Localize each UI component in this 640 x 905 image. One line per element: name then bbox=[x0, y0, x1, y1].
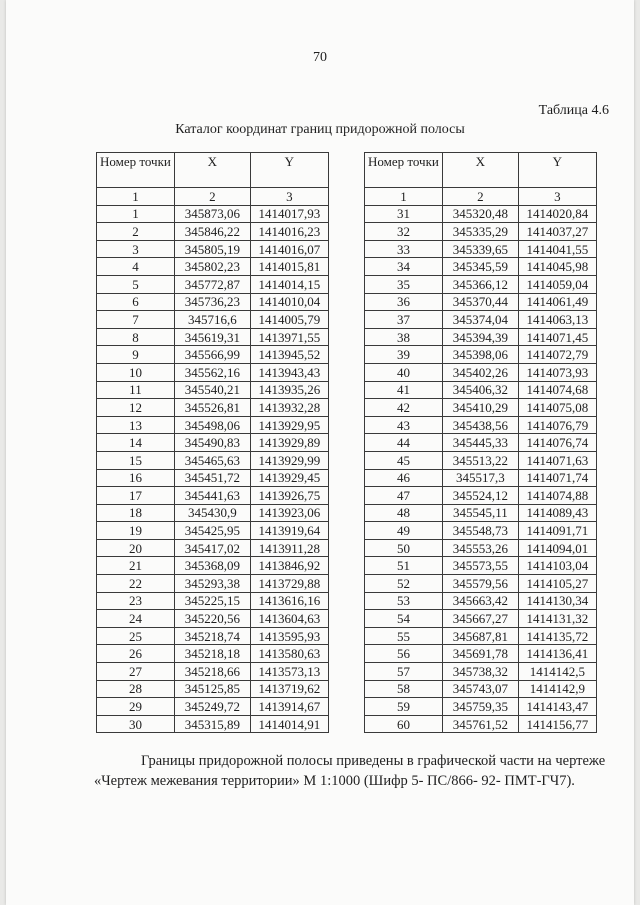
x-coordinate-cell: 345619,31 bbox=[174, 328, 250, 346]
y-coordinate-cell: 1413943,43 bbox=[250, 363, 328, 381]
table-row bbox=[97, 645, 329, 663]
table-header-row bbox=[365, 153, 597, 188]
table-row bbox=[365, 575, 597, 593]
x-coordinate-cell: 345370,44 bbox=[442, 293, 518, 311]
table-row bbox=[97, 575, 329, 593]
x-coordinate-cell: 345736,23 bbox=[174, 293, 250, 311]
table-label: Таблица 4.6 bbox=[538, 103, 609, 118]
table-row bbox=[97, 223, 329, 241]
table-row bbox=[97, 363, 329, 381]
point-number-cell: 29 bbox=[97, 698, 175, 716]
point-number-cell: 49 bbox=[365, 522, 443, 540]
y-coordinate-cell: 1413945,52 bbox=[250, 346, 328, 364]
table-row bbox=[97, 311, 329, 329]
point-number-cell: 32 bbox=[365, 223, 443, 241]
table-row bbox=[97, 592, 329, 610]
point-number-cell: 10 bbox=[97, 363, 175, 381]
table-row bbox=[365, 645, 597, 663]
left-table-body bbox=[97, 205, 329, 733]
y-coordinate-cell: 1414072,79 bbox=[518, 346, 596, 364]
point-number-cell: 7 bbox=[97, 311, 175, 329]
column-number: 3 bbox=[518, 188, 596, 206]
x-coordinate-cell: 345498,06 bbox=[174, 416, 250, 434]
point-number-cell: 34 bbox=[365, 258, 443, 276]
x-coordinate-cell: 345517,3 bbox=[442, 469, 518, 487]
y-coordinate-cell: 1413604,63 bbox=[250, 610, 328, 628]
y-coordinate-cell: 1414142,9 bbox=[518, 680, 596, 698]
point-number-cell: 36 bbox=[365, 293, 443, 311]
table-row bbox=[97, 469, 329, 487]
x-coordinate-cell: 345366,12 bbox=[442, 275, 518, 293]
column-number-row bbox=[97, 188, 329, 206]
table-row bbox=[97, 610, 329, 628]
column-number: 1 bbox=[365, 188, 443, 206]
y-coordinate-cell: 1414073,93 bbox=[518, 363, 596, 381]
table-row bbox=[365, 258, 597, 276]
y-coordinate-cell: 1413923,06 bbox=[250, 504, 328, 522]
table-row bbox=[365, 715, 597, 733]
x-coordinate-cell: 345368,09 bbox=[174, 557, 250, 575]
table-row bbox=[97, 346, 329, 364]
point-number-cell: 8 bbox=[97, 328, 175, 346]
table-row bbox=[97, 504, 329, 522]
header-point-number: Номер точки bbox=[97, 153, 175, 188]
table-row bbox=[365, 293, 597, 311]
column-number: 1 bbox=[97, 188, 175, 206]
point-number-cell: 25 bbox=[97, 627, 175, 645]
x-coordinate-cell: 345573,55 bbox=[442, 557, 518, 575]
x-coordinate-cell: 345548,73 bbox=[442, 522, 518, 540]
x-coordinate-cell: 345249,72 bbox=[174, 698, 250, 716]
x-coordinate-cell: 345374,04 bbox=[442, 311, 518, 329]
header-y: Y bbox=[250, 153, 328, 188]
table-row bbox=[97, 627, 329, 645]
point-number-cell: 14 bbox=[97, 434, 175, 452]
point-number-cell: 30 bbox=[97, 715, 175, 733]
y-coordinate-cell: 1414130,34 bbox=[518, 592, 596, 610]
column-number-row bbox=[365, 188, 597, 206]
table-row bbox=[365, 399, 597, 417]
table-row bbox=[365, 539, 597, 557]
table-row bbox=[365, 698, 597, 716]
table-row bbox=[97, 698, 329, 716]
column-number: 2 bbox=[442, 188, 518, 206]
table-row bbox=[365, 328, 597, 346]
y-coordinate-cell: 1414041,55 bbox=[518, 240, 596, 258]
point-number-cell: 54 bbox=[365, 610, 443, 628]
point-number-cell: 20 bbox=[97, 539, 175, 557]
table-row bbox=[97, 399, 329, 417]
table-row bbox=[97, 205, 329, 223]
x-coordinate-cell: 345218,18 bbox=[174, 645, 250, 663]
point-number-cell: 11 bbox=[97, 381, 175, 399]
y-coordinate-cell: 1414091,71 bbox=[518, 522, 596, 540]
x-coordinate-cell: 345802,23 bbox=[174, 258, 250, 276]
y-coordinate-cell: 1414131,32 bbox=[518, 610, 596, 628]
table-row bbox=[365, 522, 597, 540]
point-number-cell: 41 bbox=[365, 381, 443, 399]
x-coordinate-cell: 345846,22 bbox=[174, 223, 250, 241]
point-number-cell: 35 bbox=[365, 275, 443, 293]
table-row bbox=[365, 434, 597, 452]
point-number-cell: 15 bbox=[97, 451, 175, 469]
point-number-cell: 4 bbox=[97, 258, 175, 276]
x-coordinate-cell: 345524,12 bbox=[442, 487, 518, 505]
point-number-cell: 19 bbox=[97, 522, 175, 540]
x-coordinate-cell: 345320,48 bbox=[442, 205, 518, 223]
point-number-cell: 1 bbox=[97, 205, 175, 223]
y-coordinate-cell: 1414074,88 bbox=[518, 487, 596, 505]
x-coordinate-cell: 345218,66 bbox=[174, 663, 250, 681]
point-number-cell: 5 bbox=[97, 275, 175, 293]
y-coordinate-cell: 1414074,68 bbox=[518, 381, 596, 399]
table-row bbox=[365, 311, 597, 329]
x-coordinate-cell: 345125,85 bbox=[174, 680, 250, 698]
x-coordinate-cell: 345761,52 bbox=[442, 715, 518, 733]
x-coordinate-cell: 345441,63 bbox=[174, 487, 250, 505]
point-number-cell: 16 bbox=[97, 469, 175, 487]
point-number-cell: 27 bbox=[97, 663, 175, 681]
point-number-cell: 53 bbox=[365, 592, 443, 610]
x-coordinate-cell: 345394,39 bbox=[442, 328, 518, 346]
point-number-cell: 60 bbox=[365, 715, 443, 733]
y-coordinate-cell: 1413729,88 bbox=[250, 575, 328, 593]
table-row bbox=[97, 557, 329, 575]
point-number-cell: 6 bbox=[97, 293, 175, 311]
table-row bbox=[365, 381, 597, 399]
table-row bbox=[365, 205, 597, 223]
point-number-cell: 28 bbox=[97, 680, 175, 698]
table-row bbox=[97, 539, 329, 557]
x-coordinate-cell: 345759,35 bbox=[442, 698, 518, 716]
table-row bbox=[365, 346, 597, 364]
y-coordinate-cell: 1414014,91 bbox=[250, 715, 328, 733]
y-coordinate-cell: 1413929,45 bbox=[250, 469, 328, 487]
point-number-cell: 52 bbox=[365, 575, 443, 593]
point-number-cell: 50 bbox=[365, 539, 443, 557]
point-number-cell: 22 bbox=[97, 575, 175, 593]
y-coordinate-cell: 1414143,47 bbox=[518, 698, 596, 716]
point-number-cell: 9 bbox=[97, 346, 175, 364]
table-row bbox=[365, 469, 597, 487]
x-coordinate-cell: 345335,29 bbox=[442, 223, 518, 241]
x-coordinate-cell: 345315,89 bbox=[174, 715, 250, 733]
x-coordinate-cell: 345345,59 bbox=[442, 258, 518, 276]
footer-note bbox=[94, 751, 610, 791]
point-number-cell: 40 bbox=[365, 363, 443, 381]
document-page bbox=[6, 0, 634, 905]
y-coordinate-cell: 1414020,84 bbox=[518, 205, 596, 223]
y-coordinate-cell: 1413929,99 bbox=[250, 451, 328, 469]
y-coordinate-cell: 1414135,72 bbox=[518, 627, 596, 645]
table-header-row bbox=[97, 153, 329, 188]
table-row bbox=[365, 557, 597, 575]
point-number-cell: 57 bbox=[365, 663, 443, 681]
y-coordinate-cell: 1414016,23 bbox=[250, 223, 328, 241]
y-coordinate-cell: 1413595,93 bbox=[250, 627, 328, 645]
x-coordinate-cell: 345566,99 bbox=[174, 346, 250, 364]
point-number-cell: 17 bbox=[97, 487, 175, 505]
x-coordinate-cell: 345553,26 bbox=[442, 539, 518, 557]
table-row bbox=[365, 416, 597, 434]
table-row bbox=[365, 592, 597, 610]
y-coordinate-cell: 1413616,16 bbox=[250, 592, 328, 610]
table-row bbox=[97, 434, 329, 452]
x-coordinate-cell: 345805,19 bbox=[174, 240, 250, 258]
y-coordinate-cell: 1414105,27 bbox=[518, 575, 596, 593]
table-row bbox=[97, 451, 329, 469]
x-coordinate-cell: 345425,95 bbox=[174, 522, 250, 540]
point-number-cell: 56 bbox=[365, 645, 443, 663]
y-coordinate-cell: 1414076,74 bbox=[518, 434, 596, 452]
x-coordinate-cell: 345293,38 bbox=[174, 575, 250, 593]
table-row bbox=[365, 363, 597, 381]
x-coordinate-cell: 345545,11 bbox=[442, 504, 518, 522]
table-row bbox=[97, 663, 329, 681]
y-coordinate-cell: 1413911,28 bbox=[250, 539, 328, 557]
y-coordinate-cell: 1413929,95 bbox=[250, 416, 328, 434]
point-number-cell: 26 bbox=[97, 645, 175, 663]
x-coordinate-cell: 345218,74 bbox=[174, 627, 250, 645]
x-coordinate-cell: 345562,16 bbox=[174, 363, 250, 381]
y-coordinate-cell: 1414015,81 bbox=[250, 258, 328, 276]
table-row bbox=[97, 416, 329, 434]
point-number-cell: 43 bbox=[365, 416, 443, 434]
x-coordinate-cell: 345738,32 bbox=[442, 663, 518, 681]
y-coordinate-cell: 1414061,49 bbox=[518, 293, 596, 311]
table-row bbox=[97, 487, 329, 505]
point-number-cell: 39 bbox=[365, 346, 443, 364]
x-coordinate-cell: 345663,42 bbox=[442, 592, 518, 610]
x-coordinate-cell: 345873,06 bbox=[174, 205, 250, 223]
x-coordinate-cell: 345220,56 bbox=[174, 610, 250, 628]
point-number-cell: 33 bbox=[365, 240, 443, 258]
x-coordinate-cell: 345667,27 bbox=[442, 610, 518, 628]
footer-line-1: Границы придорожной полосы приведены в графической части на чертеже bbox=[141, 753, 606, 769]
y-coordinate-cell: 1414014,15 bbox=[250, 275, 328, 293]
coordinates-table-left bbox=[96, 152, 329, 733]
y-coordinate-cell: 1413719,62 bbox=[250, 680, 328, 698]
y-coordinate-cell: 1414071,63 bbox=[518, 451, 596, 469]
x-coordinate-cell: 345398,06 bbox=[442, 346, 518, 364]
column-number: 3 bbox=[250, 188, 328, 206]
table-row bbox=[365, 663, 597, 681]
table-row bbox=[365, 451, 597, 469]
table-row bbox=[365, 610, 597, 628]
x-coordinate-cell: 345540,21 bbox=[174, 381, 250, 399]
point-number-cell: 55 bbox=[365, 627, 443, 645]
point-number-cell: 3 bbox=[97, 240, 175, 258]
point-number-cell: 37 bbox=[365, 311, 443, 329]
table-row bbox=[365, 223, 597, 241]
x-coordinate-cell: 345406,32 bbox=[442, 381, 518, 399]
y-coordinate-cell: 1413929,89 bbox=[250, 434, 328, 452]
coordinates-table-right bbox=[364, 152, 597, 733]
point-number-cell: 42 bbox=[365, 399, 443, 417]
x-coordinate-cell: 345490,83 bbox=[174, 434, 250, 452]
y-coordinate-cell: 1414103,04 bbox=[518, 557, 596, 575]
table-row bbox=[365, 680, 597, 698]
y-coordinate-cell: 1413932,28 bbox=[250, 399, 328, 417]
point-number-cell: 2 bbox=[97, 223, 175, 241]
y-coordinate-cell: 1414037,27 bbox=[518, 223, 596, 241]
point-number-cell: 44 bbox=[365, 434, 443, 452]
y-coordinate-cell: 1413919,64 bbox=[250, 522, 328, 540]
y-coordinate-cell: 1414017,93 bbox=[250, 205, 328, 223]
y-coordinate-cell: 1414075,08 bbox=[518, 399, 596, 417]
header-x: X bbox=[174, 153, 250, 188]
point-number-cell: 59 bbox=[365, 698, 443, 716]
table-row bbox=[365, 627, 597, 645]
y-coordinate-cell: 1414045,98 bbox=[518, 258, 596, 276]
x-coordinate-cell: 345438,56 bbox=[442, 416, 518, 434]
y-coordinate-cell: 1414016,07 bbox=[250, 240, 328, 258]
column-number: 2 bbox=[174, 188, 250, 206]
table-row bbox=[97, 293, 329, 311]
table-row bbox=[97, 680, 329, 698]
table-row bbox=[365, 240, 597, 258]
header-x: X bbox=[442, 153, 518, 188]
y-coordinate-cell: 1413846,92 bbox=[250, 557, 328, 575]
y-coordinate-cell: 1413914,67 bbox=[250, 698, 328, 716]
right-table-body bbox=[365, 205, 597, 733]
point-number-cell: 38 bbox=[365, 328, 443, 346]
x-coordinate-cell: 345402,26 bbox=[442, 363, 518, 381]
y-coordinate-cell: 1413926,75 bbox=[250, 487, 328, 505]
table-row bbox=[97, 522, 329, 540]
table-row bbox=[97, 258, 329, 276]
y-coordinate-cell: 1414063,13 bbox=[518, 311, 596, 329]
y-coordinate-cell: 1414142,5 bbox=[518, 663, 596, 681]
y-coordinate-cell: 1414071,74 bbox=[518, 469, 596, 487]
x-coordinate-cell: 345430,9 bbox=[174, 504, 250, 522]
y-coordinate-cell: 1414005,79 bbox=[250, 311, 328, 329]
point-number-cell: 24 bbox=[97, 610, 175, 628]
page-number: 70 bbox=[313, 50, 327, 65]
x-coordinate-cell: 345513,22 bbox=[442, 451, 518, 469]
table-row bbox=[97, 240, 329, 258]
point-number-cell: 46 bbox=[365, 469, 443, 487]
y-coordinate-cell: 1414136,41 bbox=[518, 645, 596, 663]
x-coordinate-cell: 345579,56 bbox=[442, 575, 518, 593]
x-coordinate-cell: 345691,78 bbox=[442, 645, 518, 663]
x-coordinate-cell: 345716,6 bbox=[174, 311, 250, 329]
point-number-cell: 23 bbox=[97, 592, 175, 610]
y-coordinate-cell: 1413580,63 bbox=[250, 645, 328, 663]
point-number-cell: 12 bbox=[97, 399, 175, 417]
header-point-number: Номер точки bbox=[365, 153, 443, 188]
table-row bbox=[365, 487, 597, 505]
y-coordinate-cell: 1413971,55 bbox=[250, 328, 328, 346]
y-coordinate-cell: 1414094,01 bbox=[518, 539, 596, 557]
y-coordinate-cell: 1414089,43 bbox=[518, 504, 596, 522]
point-number-cell: 21 bbox=[97, 557, 175, 575]
table-row bbox=[365, 504, 597, 522]
y-coordinate-cell: 1414156,77 bbox=[518, 715, 596, 733]
header-y: Y bbox=[518, 153, 596, 188]
point-number-cell: 18 bbox=[97, 504, 175, 522]
table-row bbox=[97, 715, 329, 733]
table-title: Каталог координат границ придорожной полосы bbox=[175, 122, 465, 137]
x-coordinate-cell: 345465,63 bbox=[174, 451, 250, 469]
point-number-cell: 48 bbox=[365, 504, 443, 522]
y-coordinate-cell: 1414071,45 bbox=[518, 328, 596, 346]
x-coordinate-cell: 345410,29 bbox=[442, 399, 518, 417]
x-coordinate-cell: 345687,81 bbox=[442, 627, 518, 645]
y-coordinate-cell: 1414059,04 bbox=[518, 275, 596, 293]
x-coordinate-cell: 345451,72 bbox=[174, 469, 250, 487]
table-row bbox=[97, 275, 329, 293]
point-number-cell: 51 bbox=[365, 557, 443, 575]
x-coordinate-cell: 345225,15 bbox=[174, 592, 250, 610]
table-row bbox=[97, 381, 329, 399]
point-number-cell: 31 bbox=[365, 205, 443, 223]
x-coordinate-cell: 345417,02 bbox=[174, 539, 250, 557]
x-coordinate-cell: 345339,65 bbox=[442, 240, 518, 258]
x-coordinate-cell: 345445,33 bbox=[442, 434, 518, 452]
y-coordinate-cell: 1414010,04 bbox=[250, 293, 328, 311]
point-number-cell: 45 bbox=[365, 451, 443, 469]
x-coordinate-cell: 345743,07 bbox=[442, 680, 518, 698]
footer-line-2: «Чертеж межевания территории» М 1:1000 (Шифр 5- ПС/866- 92- ПМТ-ГЧ7). bbox=[94, 773, 575, 789]
point-number-cell: 47 bbox=[365, 487, 443, 505]
y-coordinate-cell: 1413573,13 bbox=[250, 663, 328, 681]
y-coordinate-cell: 1413935,26 bbox=[250, 381, 328, 399]
point-number-cell: 13 bbox=[97, 416, 175, 434]
table-row bbox=[97, 328, 329, 346]
x-coordinate-cell: 345772,87 bbox=[174, 275, 250, 293]
table-row bbox=[365, 275, 597, 293]
point-number-cell: 58 bbox=[365, 680, 443, 698]
x-coordinate-cell: 345526,81 bbox=[174, 399, 250, 417]
y-coordinate-cell: 1414076,79 bbox=[518, 416, 596, 434]
